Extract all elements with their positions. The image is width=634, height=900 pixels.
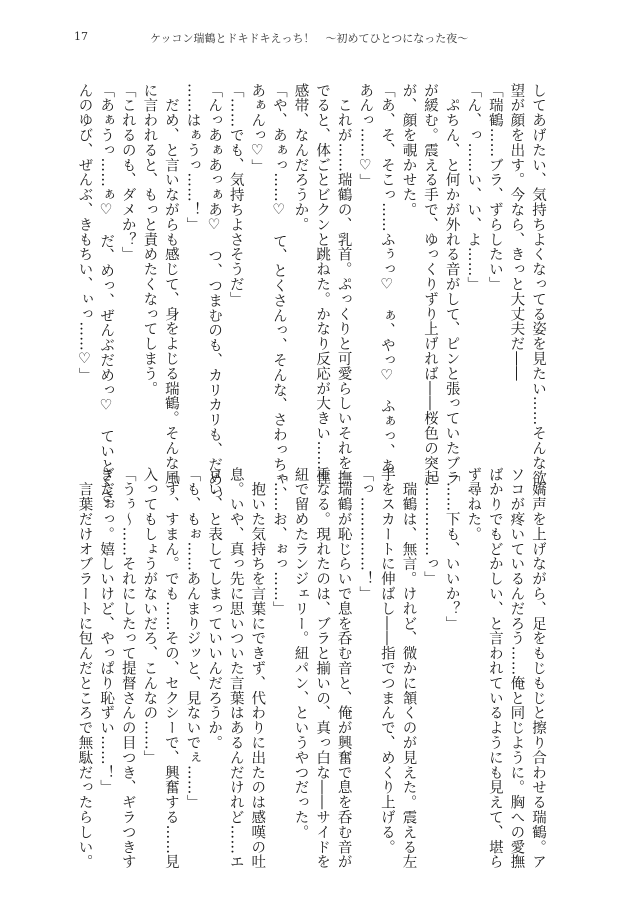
text-line: あんっ……♡」 <box>357 83 374 189</box>
text-line: 「……下も、いいか？」 <box>443 467 460 631</box>
text-line: 「っ……………！」 <box>357 467 374 602</box>
text-line: ばかりでもどかしい、と言われているようにも見えて、堪ら <box>486 467 503 870</box>
text-line: ……はぁうっ……！」 <box>184 83 201 232</box>
text-line: あぁんっ♡」 <box>249 83 266 174</box>
text-line: 「あぁうっ……ぁ♡ だ、めっ、ぜんぶだめっ♡ ていとくさ <box>98 83 115 504</box>
bottom-text-block <box>73 467 548 870</box>
text-line: ロい、と表してしまっていいんだろうか。 <box>206 467 223 751</box>
text-line: 紐で留めたランジェリー。紐パン、というやつだった。 <box>292 467 309 840</box>
text-line: 息。いや、真っ先に思いついた言葉はあるんだけれど……エ <box>227 467 244 870</box>
text-line: 入ってもしょうがないだろ、こんなの……」 <box>141 467 158 765</box>
text-line: 「あ、そ、そこっ……ふぅっ♡ ぁ、やっ♡ ふぁっ、あ <box>378 83 395 474</box>
text-line: 「んっあぁあっぁあ♡ つ、つまむのも、カリカリも、だめっ <box>206 83 223 502</box>
text-line: 「……………っ」 <box>422 467 439 587</box>
text-line: 瑞鶴が恥じらいで息を呑む音と、俺が興奮で息を呑む音が <box>335 467 352 870</box>
text-line: してあげたい、気持ちよくなってる姿を見たい……そんな欲 <box>530 83 546 486</box>
text-line: んのゆび、ぜんぶ、きもちい、ぃっ……♡」 <box>76 83 93 383</box>
top-text-block <box>73 83 548 504</box>
running-title: ケッコン瑞鶴とドキドキえっち！ 〜初めてひとつになった夜〜 <box>150 32 469 45</box>
page-number: 17 <box>74 30 88 43</box>
text-line: 瑞鶴は、無言。けれど、微かに頷くのが見えた。震える左 <box>400 467 417 870</box>
text-line: 「瑞鶴……ブラ、ずらしたい」 <box>486 83 503 292</box>
text-line: これが……瑞鶴の、乳首。ぷっくりと可愛らしいそれを撫 <box>335 83 352 486</box>
text-line: 「す、すまん。でも……その、セクシーで、興奮する……見 <box>162 467 179 870</box>
text-line: 「や、あぁっ……♡ て、とくさんっ、そんな、さわっちゃ、 <box>270 83 287 502</box>
text-line: が、顔を覗かせた。 <box>400 83 417 218</box>
text-line: 嬌声を上げながら、足をもじもじと擦り合わせる瑞鶴。ア <box>530 467 546 870</box>
text-line: 「……お、ぉっ……」 <box>270 467 287 616</box>
text-line: 望が顔を出す。今なら、きっと大丈夫だ―― <box>508 83 525 381</box>
text-line: ソコが疼いているんだろう……俺と同じように。胸への愛撫 <box>508 467 525 870</box>
text-line: 抱いた気持ちを言葉にできず、代わりに出たのは感嘆の吐 <box>249 467 266 870</box>
text-line: ぎだぉっ。嬉しいけど、やっぱり恥ずい……！」 <box>98 467 115 795</box>
text-line: でると、体ごとビクンと跳ねた。かなり反応が大きい……性 <box>314 83 331 486</box>
text-line: 「うぅ～……それにしたって提督さんの目つき、ギラつきす <box>119 467 136 870</box>
text-line: 手をスカートに伸ばし――指でつまんで、めくり上げる。 <box>378 467 395 855</box>
text-line: 「これるのも、ダメか？」 <box>119 83 136 262</box>
text-line: 重なる。現れたのは、ブラと揃いの、真っ白な――サイドを <box>314 467 331 870</box>
text-line: だめ、と言いながらも感じて、身をよじる瑞鶴。そんな風 <box>162 83 179 486</box>
text-line: 「も、もぉ……あんまりジッと、見ないでぇ……」 <box>184 467 201 810</box>
text-line: 感帯、なんだろうか。 <box>292 83 309 232</box>
text-line: ぷちん、と何かが外れる音がして、ピンと張っていたブラ <box>443 83 460 486</box>
text-line: ず尋ねた。 <box>465 467 482 542</box>
text-line: に言われると、もっと責めたくなってしまう。 <box>141 83 158 396</box>
text-line: が緩む。震える手で、ゆっくりずり上げれば――桜色の突起 <box>422 83 439 486</box>
text-line: 「……でも、気持ちよさそうだ」 <box>227 83 244 307</box>
text-line: 「ん、っ……い、い、よ……」 <box>465 83 482 292</box>
text-line: 言葉だけオブラートに包んだところで無駄だったらしい。 <box>76 467 93 870</box>
